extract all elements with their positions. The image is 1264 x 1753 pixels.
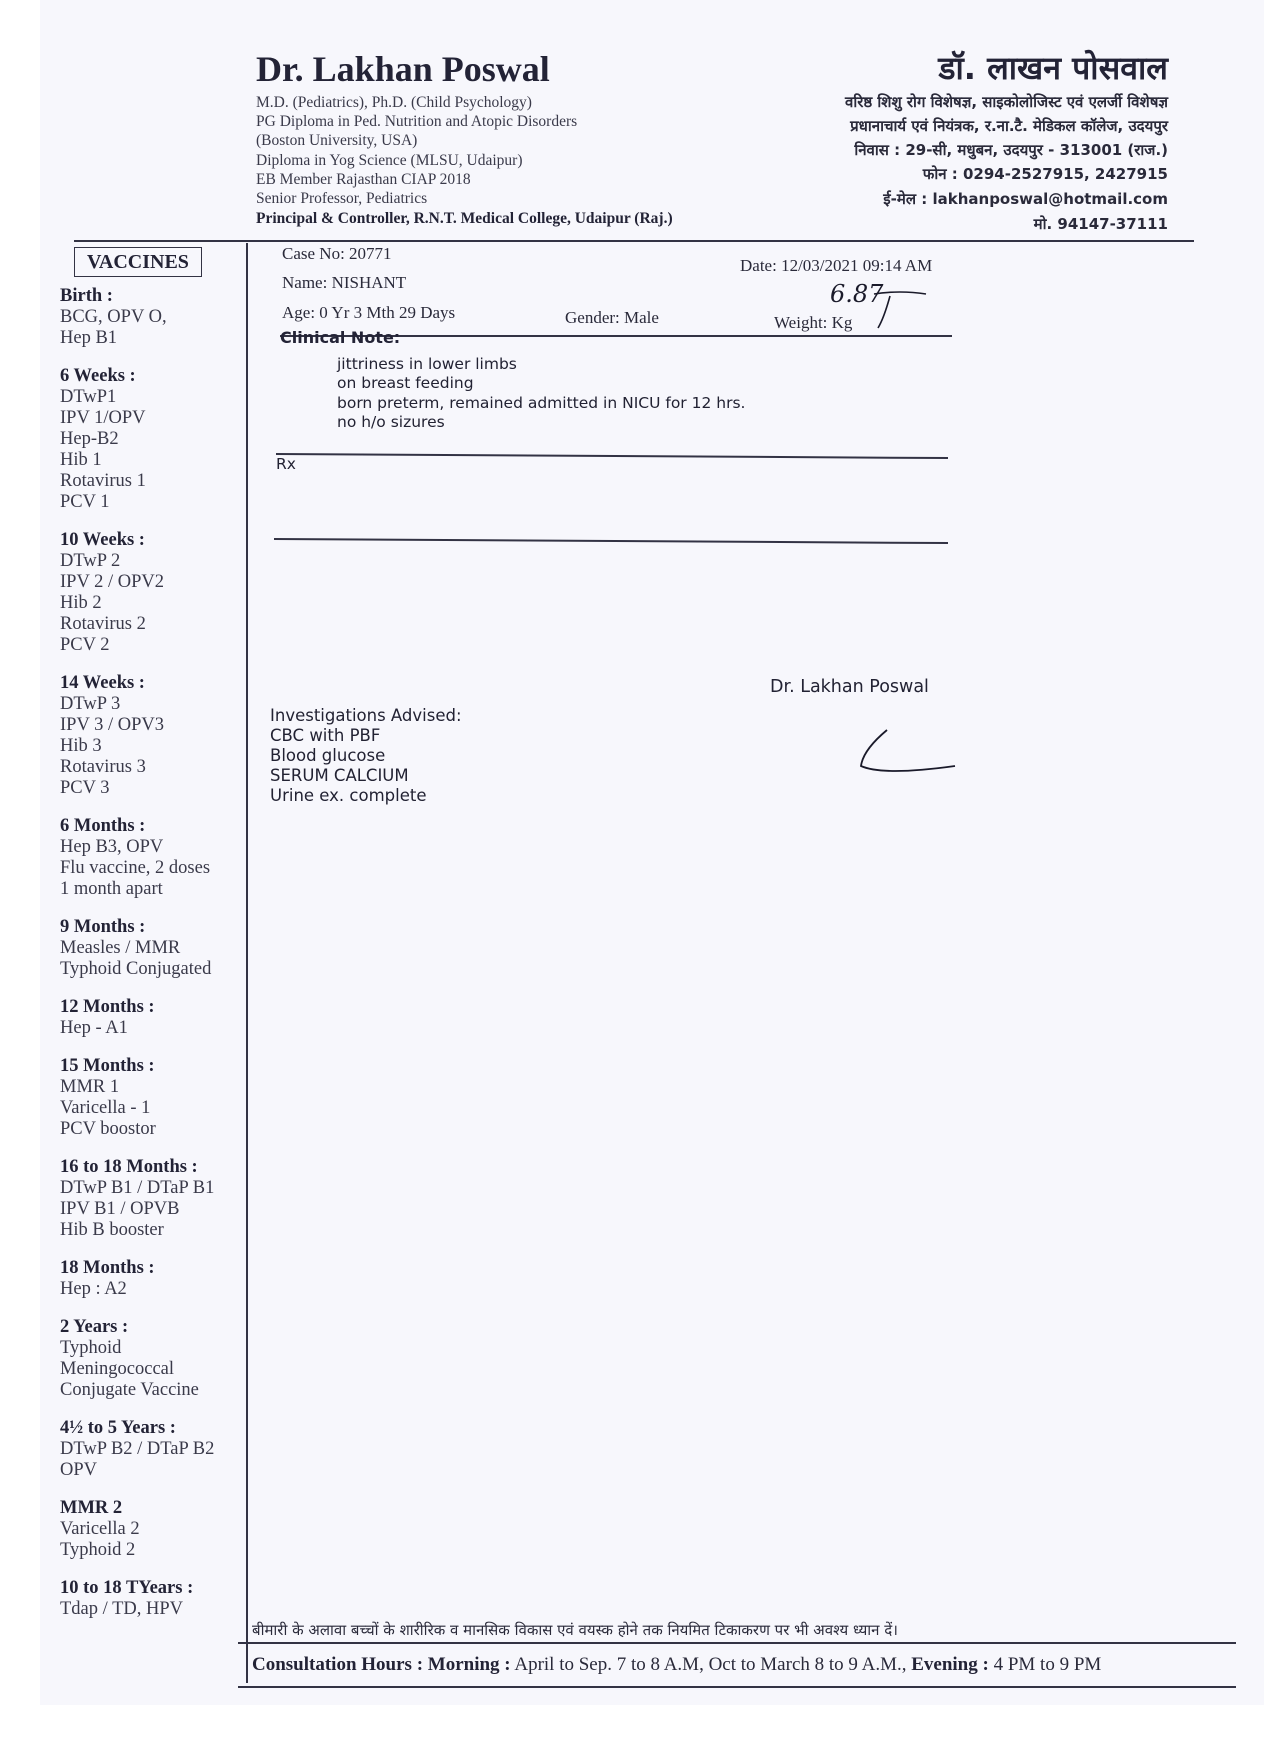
patient-age: Age: 0 Yr 3 Mth 29 Days	[282, 303, 456, 322]
vaccine-item: Hep - A1	[60, 1018, 128, 1038]
qualification-line: EB Member Rajasthan CIAP 2018	[256, 171, 471, 188]
patient-name: Name: NISHANT	[282, 273, 407, 292]
investigation-item: Urine ex. complete	[270, 786, 427, 805]
vaccine-group-heading: Birth :	[60, 286, 113, 306]
vaccine-item: 1 month apart	[60, 879, 163, 899]
patient-weight: Weight: Kg	[774, 313, 853, 332]
vaccine-item: IPV B1 / OPVB	[60, 1199, 180, 1219]
vaccine-item: DTwP B1 / DTaP B1	[60, 1178, 215, 1198]
qualification-line: Diploma in Yog Science (MLSU, Udaipur)	[256, 152, 523, 169]
vaccine-group-heading: 10 Weeks :	[60, 530, 145, 550]
investigation-item: SERUM CALCIUM	[270, 766, 409, 785]
vaccine-item: Conjugate Vaccine	[60, 1380, 199, 1400]
vaccine-item: MMR 1	[60, 1077, 120, 1097]
vaccine-group-heading: 12 Months :	[60, 997, 155, 1017]
vaccine-group	[60, 1157, 240, 1241]
designation: Principal & Controller, R.N.T. Medical College, Udaipur (Raj.)	[256, 210, 673, 227]
case-number: Case No: 20771	[282, 244, 392, 263]
qualification-line: Senior Professor, Pediatrics	[256, 190, 428, 207]
vaccine-item: DTwP B2 / DTaP B2	[60, 1439, 215, 1459]
footer-hindi-note: बीमारी के अलावा बच्चों के शारीरिक व मानसिक विकास एवं वयस्क होने तक नियमित टिकाकरण पर भी अवश्य ध्यान दें।	[252, 1621, 898, 1639]
vaccine-group	[60, 1578, 240, 1620]
vaccine-item: Hib 2	[60, 593, 102, 613]
vaccine-group	[60, 917, 240, 980]
vaccine-group	[60, 366, 240, 513]
vaccine-group	[60, 1258, 240, 1300]
vaccine-group	[60, 1056, 240, 1140]
vaccine-item: Typhoid	[60, 1338, 122, 1358]
qualification-line: M.D. (Pediatrics), Ph.D. (Child Psychology)	[256, 94, 532, 111]
vaccine-group-heading: 6 Weeks :	[60, 366, 136, 386]
vaccine-item: Measles / MMR	[60, 938, 181, 958]
vaccine-item: Rotavirus 2	[60, 614, 146, 634]
signature-name: Dr. Lakhan Poswal	[770, 677, 929, 697]
vaccine-item: DTwP 2	[60, 551, 121, 571]
hindi-address: निवास : 29-सी, मधुबन, उदयपुर - 313001 (राज.)	[854, 141, 1168, 159]
clinical-note-line: jittriness in lower limbs	[337, 355, 517, 373]
footer-rule-top	[238, 1642, 1236, 1644]
handwritten-stroke	[870, 288, 930, 333]
footer-rule-bottom	[238, 1686, 1236, 1688]
vaccine-item: IPV 3 / OPV3	[60, 715, 164, 735]
hindi-mobile: मो. 94147-37111	[1033, 215, 1168, 233]
doctor-name-hindi: डॉ. लाखन पोसवाल	[938, 49, 1168, 87]
vaccine-item: Tdap / TD, HPV	[60, 1599, 183, 1619]
vaccine-group	[60, 530, 240, 656]
vaccine-item: Meningococcal	[60, 1359, 175, 1379]
vaccine-item: BCG, OPV O,	[60, 307, 167, 327]
scan-bottom-edge	[0, 1705, 1264, 1753]
visit-date: Date: 12/03/2021 09:14 AM	[740, 256, 933, 275]
vaccine-group-heading: 10 to 18 TYears :	[60, 1578, 194, 1598]
clinical-note-line: born preterm, remained admitted in NICU for 12 hrs.	[337, 394, 746, 412]
evening-hours: 4 PM to 9 PM	[993, 1654, 1102, 1675]
hindi-line: वरिष्ठ शिशु रोग विशेषज्ञ, साइकोलोजिस्ट एवं एलर्जी विशेषज्ञ	[845, 93, 1168, 111]
sidebar-divider	[246, 243, 248, 1683]
morning-label: Morning :	[427, 1654, 511, 1675]
vaccine-group	[60, 1498, 240, 1561]
vaccine-group-heading: 14 Weeks :	[60, 673, 145, 693]
vaccines-title: VACCINES	[74, 247, 202, 277]
vaccine-item: Hep B1	[60, 328, 118, 348]
vaccine-item: Typhoid 2	[60, 1540, 136, 1560]
vaccine-group-heading: 9 Months :	[60, 917, 146, 937]
patient-gender: Gender: Male	[565, 308, 659, 327]
investigations-title: Investigations Advised:	[270, 706, 462, 725]
handwritten-signature	[855, 728, 965, 788]
vaccine-group	[60, 286, 240, 349]
vaccine-item: PCV 1	[60, 492, 110, 512]
vaccine-group-heading: 18 Months :	[60, 1258, 155, 1278]
scan-left-edge	[0, 0, 42, 1753]
vaccine-group	[60, 997, 240, 1039]
vaccine-item: DTwP1	[60, 387, 117, 407]
rx-label: Rx	[276, 455, 296, 473]
vaccine-item: PCV boostor	[60, 1119, 156, 1139]
clinical-note-title: Clinical Note:	[280, 328, 401, 347]
vaccine-group	[60, 1418, 240, 1481]
vaccine-item: PCV 2	[60, 635, 110, 655]
vaccine-item: OPV	[60, 1460, 98, 1480]
vaccine-group	[60, 816, 240, 900]
vaccine-item: DTwP 3	[60, 694, 121, 714]
vaccine-group	[60, 1317, 240, 1401]
hindi-line: प्रधानाचार्य एवं नियंत्रक, र.ना.टै. मेडिकल कॉलेज, उदयपुर	[850, 117, 1168, 135]
vaccine-item: Hib 3	[60, 736, 102, 756]
vaccine-item: Rotavirus 1	[60, 471, 146, 491]
morning-hours: April to Sep. 7 to 8 A.M, Oct to March 8 to 9 A.M.,	[514, 1654, 907, 1675]
vaccine-schedule	[60, 286, 240, 1637]
vaccine-group-heading: 2 Years :	[60, 1317, 129, 1337]
hours-label: Consultation Hours :	[252, 1654, 424, 1675]
investigation-item: CBC with PBF	[270, 726, 381, 745]
vaccine-group-heading: 6 Months :	[60, 816, 146, 836]
evening-label: Evening :	[911, 1654, 989, 1675]
qualification-line: (Boston University, USA)	[256, 132, 418, 149]
vaccine-group	[60, 673, 240, 799]
vaccine-item: Hep B3, OPV	[60, 837, 164, 857]
hindi-phone: फोन : 0294-2527915, 2427915	[922, 165, 1168, 183]
vaccine-group-heading: 4½ to 5 Years :	[60, 1418, 176, 1438]
vaccine-item: IPV 1/OPV	[60, 408, 146, 428]
header-rule	[74, 240, 1194, 242]
vaccine-group-heading: 15 Months :	[60, 1056, 155, 1076]
vaccine-group-heading: 16 to 18 Months :	[60, 1157, 198, 1177]
clinical-note-line: no h/o sizures	[337, 413, 445, 431]
consultation-hours	[252, 1654, 1101, 1676]
clinical-note-line: on breast feeding	[337, 374, 474, 392]
vaccine-item: Rotavirus 3	[60, 757, 146, 777]
hindi-email: ई-मेल : lakhanposwal@hotmail.com	[883, 190, 1168, 208]
vaccine-item: Varicella - 1	[60, 1098, 151, 1118]
vaccine-item: Typhoid Conjugated	[60, 959, 212, 979]
investigation-item: Blood glucose	[270, 746, 386, 765]
vaccine-item: Hib B booster	[60, 1220, 164, 1240]
vaccine-item: Flu vaccine, 2 doses	[60, 858, 211, 878]
vaccine-item: Hib 1	[60, 450, 102, 470]
vaccine-item: Varicella 2	[60, 1519, 140, 1539]
vaccine-group-heading: MMR 2	[60, 1498, 123, 1518]
qualification-line: PG Diploma in Ped. Nutrition and Atopic Disorders	[256, 113, 578, 130]
handwritten-weight: 6.87	[830, 280, 884, 308]
vaccine-item: IPV 2 / OPV2	[60, 572, 164, 592]
vaccine-item: PCV 3	[60, 778, 110, 798]
vaccine-item: Hep-B2	[60, 429, 119, 449]
vaccine-item: Hep : A2	[60, 1279, 127, 1299]
doctor-name: Dr. Lakhan Poswal	[256, 49, 550, 89]
